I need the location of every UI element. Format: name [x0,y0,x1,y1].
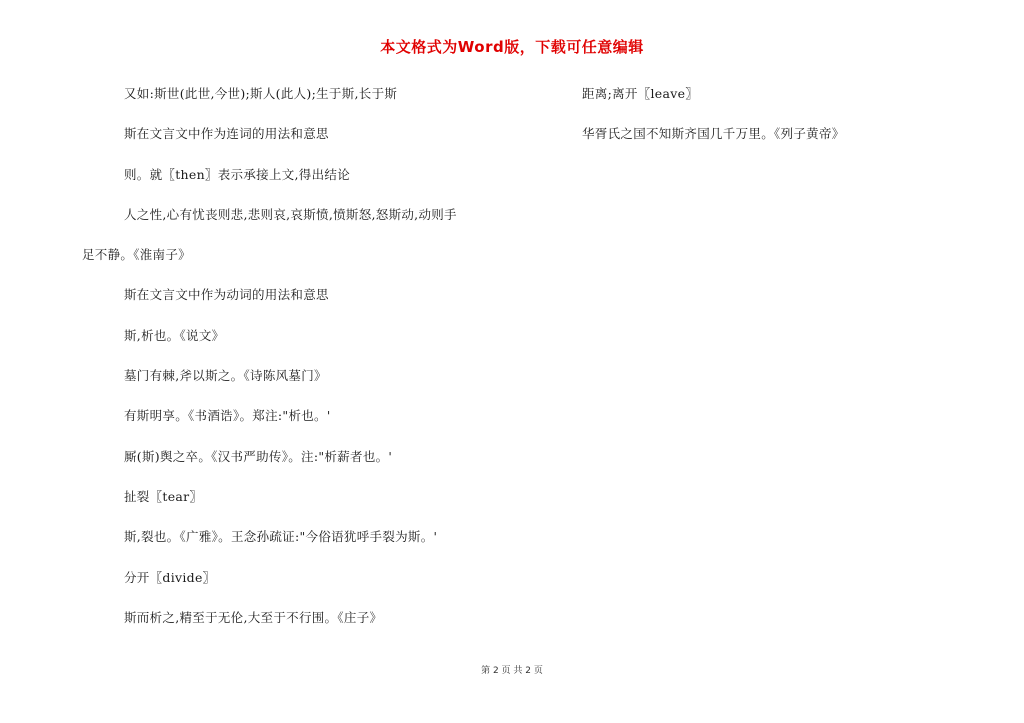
text-line: 斯而析之,精至于无伦,大至于不行围。《庄子》 [124,609,383,625]
text-line: 华胥氏之国不知斯齐国几千万里。《列子黄帝》 [582,126,845,142]
text-line-continuation: 足不静。《淮南子》 [82,247,191,263]
document-banner: 本文格式为Word版，下载可任意编辑 [380,38,644,56]
text-line: 距离;离开〖leave〗 [582,86,699,101]
right-text-column [582,84,942,165]
text-line: 斯在文言文中作为动词的用法和意思 [124,287,329,303]
text-line: 墓门有棘,斧以斯之。《诗陈风墓门》 [124,368,327,384]
text-line: 有斯明享。《书酒诰》。郑注:"析也。' [124,408,331,424]
text-line: 斯在文言文中作为连词的用法和意思 [124,126,329,142]
text-line: 厮(斯)舆之卒。《汉书严助传》。注:"析薪者也。' [124,448,393,464]
text-line: 斯,析也。《说文》 [124,327,225,343]
text-line: 人之性,心有忧丧则悲,悲则哀,哀斯愤,愤斯怒,怒斯动,动则手 [124,206,457,222]
text-line: 分开〖divide〗 [124,569,216,585]
text-line: 则。就〖then〗表示承接上文,得出结论 [124,166,350,182]
left-text-column [82,84,502,648]
text-line: 扯裂〖tear〗 [124,488,203,504]
page-number-footer: 第 2 页 共 2 页 [481,666,543,676]
text-line: 又如:斯世(此世,今世);斯人(此人);生于斯,长于斯 [124,86,398,101]
text-line: 斯,裂也。《广雅》。王念孙疏证:"今俗语犹呼手裂为斯。' [124,529,438,545]
